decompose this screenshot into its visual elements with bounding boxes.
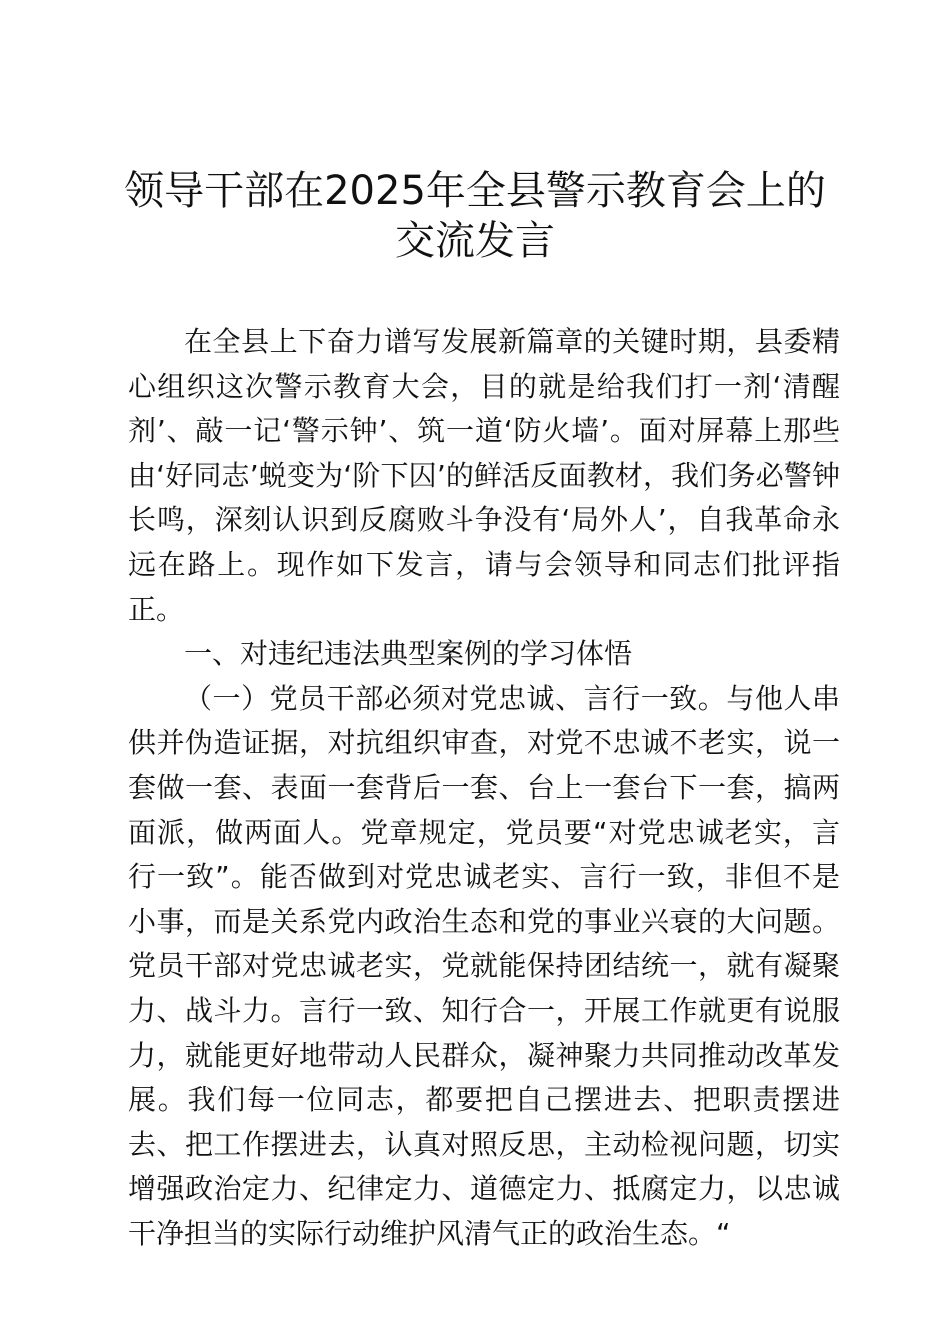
intro-paragraph: 在全县上下奋力谱写发展新篇章的关键时期，县委精心组织这次警示教育大会，目的就是给我们打一剂‘清醒剂’、敲一记‘警示钟’、筑一道‘防火墙’。面对屏幕上那些由‘好同志’蜕变为‘阶下囚’的鲜活反面教材，我们务必警钟长鸣，深刻认识到反腐败斗争没有‘局外人’，自我革命永远在路上。现作如下发言，请与会领导和同志们批评指正。	[128, 325, 840, 626]
section-heading: 一、对违纪违法典型案例的学习体悟	[184, 637, 633, 671]
document-body	[128, 320, 840, 1256]
document-title: 领导干部在2025年全县警示教育会上的交流发言	[124, 168, 826, 264]
body-paragraph: （一）党员干部必须对党忠诚、言行一致。与他人串供并伪造证据，对抗组织审查，对党不忠诚不老实，说一套做一套、表面一套背后一套、台上一套台下一套，搞两面派，做两面人。党章规定，党员要“对党忠诚老实，言行一致”。能否做到对党忠诚老实、言行一致，非但不是小事，而是关系党内政治生态和党的事业兴衰的大问题。党员干部对党忠诚老实，党就能保持团结统一，就有凝聚力、战斗力。言行一致、知行合一，开展工作就更有说服力，就能更好地带动人民群众，凝神聚力共同推动改革发展。我们每一位同志，都要把自己摆进去、把职责摆进去、把工作摆进去，认真对照反思，主动检视问题，切实增强政治定力、纪律定力、道德定力、抵腐定力，以忠诚干净担当的实际行动维护风清气正的政治生态。“	[128, 681, 840, 1250]
